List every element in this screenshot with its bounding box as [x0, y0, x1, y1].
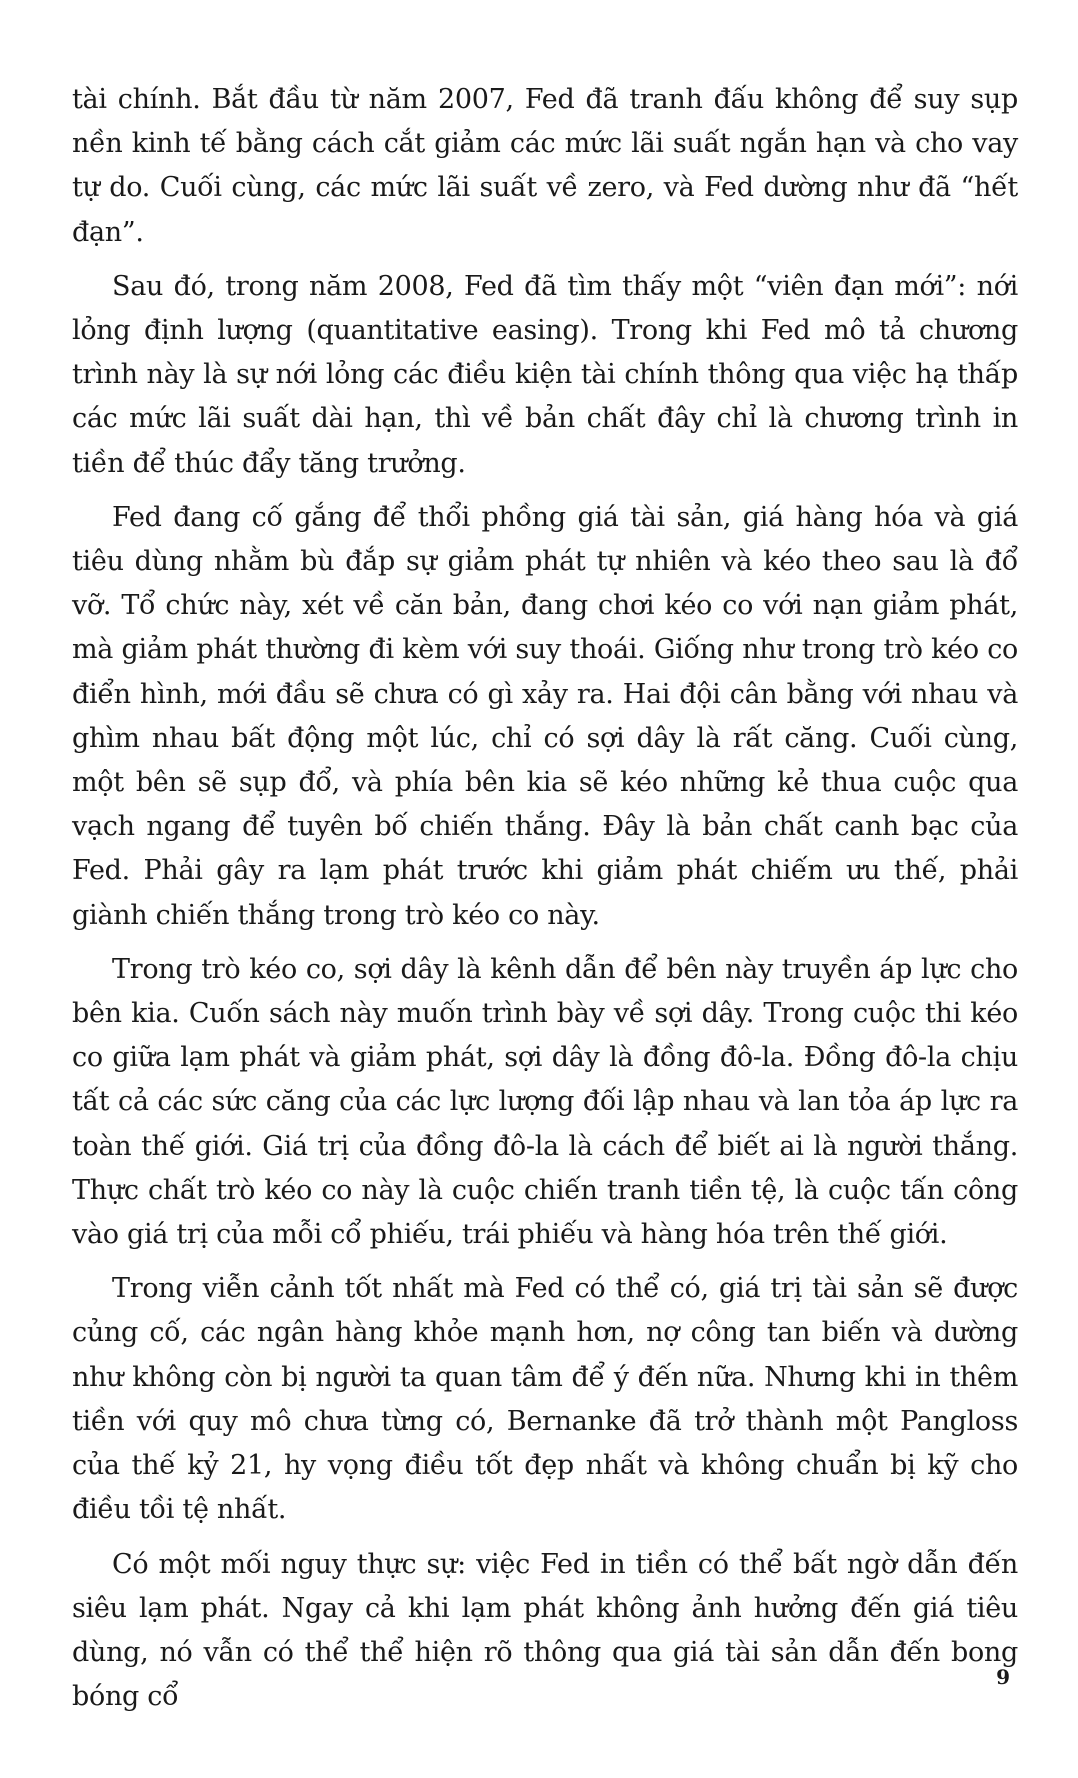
paragraph-4: Trong trò kéo co, sợi dây là kênh dẫn để bên này truyền áp lực cho bên kia. Cuốn sách này muốn trình bày về sợi dây. Trong cuộc thi kéo co giữa lạm phát và giảm phát, sợi dây là đồng đô-la. Đồng đô-la chịu tất cả các sức căng của các lực lượng đối lập nhau và lan tỏa áp lực ra toàn thế giới. Giá trị của đồng đô-la là cách để biết ai là người thắng. Thực chất trò kéo co này là cuộc chiến tranh tiền tệ, là cuộc tấn công vào giá trị của mỗi cổ phiếu, trái phiếu và hàng hóa trên thế giới. — [72, 953, 1018, 1251]
paragraph-6: Có một mối nguy thực sự: việc Fed in tiền có thể bất ngờ dẫn đến siêu lạm phát. Ngay cả khi lạm phát không ảnh hưởng đến giá tiêu dùng, nó vẫn có thể thể hiện rõ thông qua giá tài sản dẫn đến bong bóng cổ — [72, 1548, 1018, 1713]
paragraph-3: Fed đang cố gắng để thổi phồng giá tài sản, giá hàng hóa và giá tiêu dùng nhằm bù đắp sự giảm phát tự nhiên và kéo theo sau là đổ vỡ. Tổ chức này, xét về căn bản, đang chơi kéo co với nạn giảm phát, mà giảm phát thường đi kèm với suy thoái. Giống như trong trò kéo co điển hình, mới đầu sẽ chưa có gì xảy ra. Hai đội cân bằng với nhau và ghìm nhau bất động một lúc, chỉ có sợi dây là rất căng. Cuối cùng, một bên sẽ sụp đổ, và phía bên kia sẽ kéo những kẻ thua cuộc qua vạch ngang để tuyên bố chiến thắng. Đây là bản chất canh bạc của Fed. Phải gây ra lạm phát trước khi giảm phát chiếm ưu thế, phải giành chiến thắng trong trò kéo co này. — [72, 501, 1018, 931]
body-text — [72, 78, 1018, 1729]
paragraph-5: Trong viễn cảnh tốt nhất mà Fed có thể có, giá trị tài sản sẽ được củng cố, các ngân hàng khỏe mạnh hơn, nợ công tan biến và dường như không còn bị người ta quan tâm để ý đến nữa. Nhưng khi in thêm tiền với quy mô chưa từng có, Bernanke đã trở thành một Pangloss của thế kỷ 21, hy vọng điều tốt đẹp nhất và không chuẩn bị kỹ cho điều tồi tệ nhất. — [72, 1273, 1018, 1526]
paragraph-2: Sau đó, trong năm 2008, Fed đã tìm thấy một “viên đạn mới”: nới lỏng định lượng (quantitative easing). Trong khi Fed mô tả chương trình này là sự nới lỏng các điều kiện tài chính thông qua việc hạ thấp các mức lãi suất dài hạn, thì về bản chất đây chỉ là chương trình in tiền để thúc đẩy tăng trưởng. — [72, 270, 1018, 479]
paragraph-1: tài chính. Bắt đầu từ năm 2007, Fed đã tranh đấu không để suy sụp nền kinh tế bằng cách cắt giảm các mức lãi suất ngắn hạn và cho vay tự do. Cuối cùng, các mức lãi suất về zero, và Fed dường như đã “hết đạn”. — [72, 84, 1018, 248]
page-number: 9 — [996, 1665, 1010, 1689]
